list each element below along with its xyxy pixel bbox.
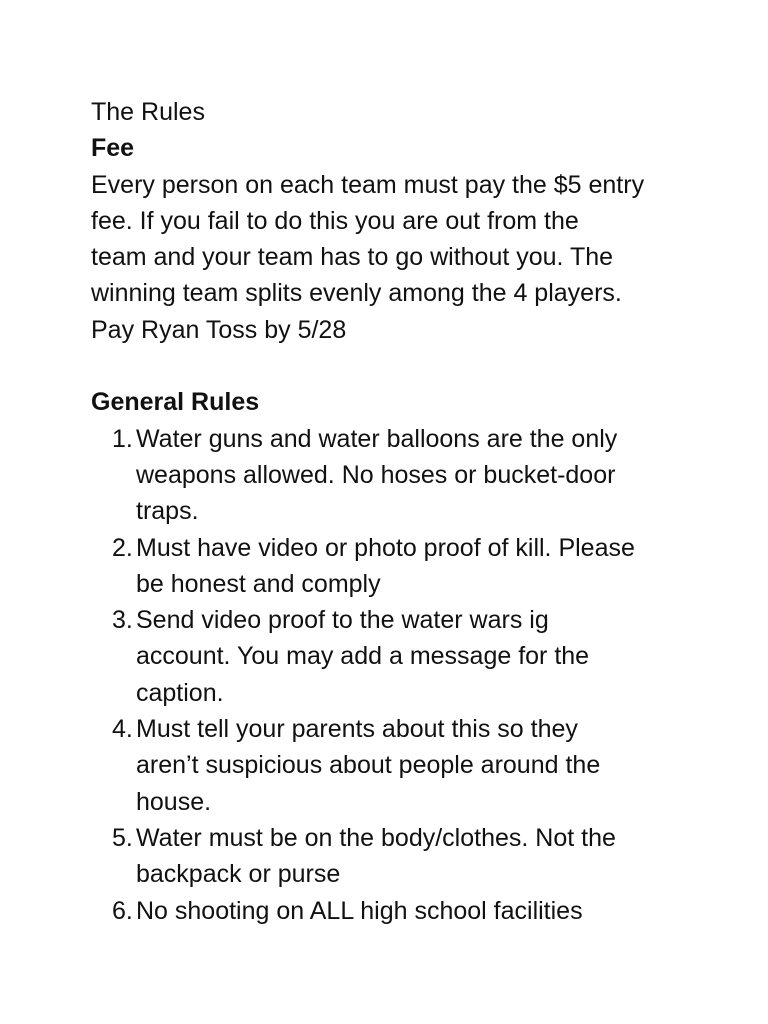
rule-number: 2. (112, 533, 133, 562)
general-rules-list (91, 421, 711, 929)
rule-number: 6. (112, 896, 133, 925)
fee-line: winning team splits evenly among the 4 players. (91, 279, 622, 308)
rule-line: Send video proof to the water wars ig (136, 606, 549, 635)
general-rules-heading: General Rules (91, 388, 260, 417)
rule-number: 1. (112, 424, 133, 453)
rule-line: Water must be on the body/clothes. Not the (136, 823, 616, 852)
rule-line: No shooting on ALL high school facilities (136, 896, 583, 925)
rule-number: 5. (112, 823, 133, 852)
fee-paragraph (91, 167, 711, 348)
rule-line: Must tell your parents about this so they (136, 715, 578, 744)
fee-line: team and your team has to go without you. The (91, 243, 614, 272)
fee-line: Pay Ryan Toss by 5/28 (91, 315, 347, 344)
rule-item (91, 602, 711, 711)
fee-line: Every person on each team must pay the $5 entry (91, 170, 645, 199)
rule-item (91, 893, 711, 929)
fee-line: fee. If you fail to do this you are out from the (91, 206, 579, 235)
rule-line: house. (136, 787, 212, 816)
rule-line: backpack or purse (136, 860, 341, 889)
rule-item (91, 711, 711, 820)
rule-line: aren’t suspicious about people around the (136, 751, 601, 780)
blank-line (91, 348, 711, 384)
rule-line: account. You may add a message for the (136, 642, 590, 671)
rule-line: caption. (136, 678, 224, 707)
rule-line: weapons allowed. No hoses or bucket-door (136, 460, 616, 489)
rule-line: traps. (136, 497, 199, 526)
rule-item (91, 820, 711, 893)
rule-line: be honest and comply (136, 569, 381, 598)
document-title: The Rules (91, 98, 205, 126)
document-page (91, 94, 711, 929)
rule-number: 3. (112, 606, 133, 635)
rule-line: Water guns and water balloons are the only (136, 424, 618, 453)
rule-item (91, 530, 711, 603)
rule-item (91, 421, 711, 530)
rule-line: Must have video or photo proof of kill. Please (136, 533, 635, 562)
fee-heading: Fee (91, 134, 135, 163)
rule-number: 4. (112, 715, 133, 744)
